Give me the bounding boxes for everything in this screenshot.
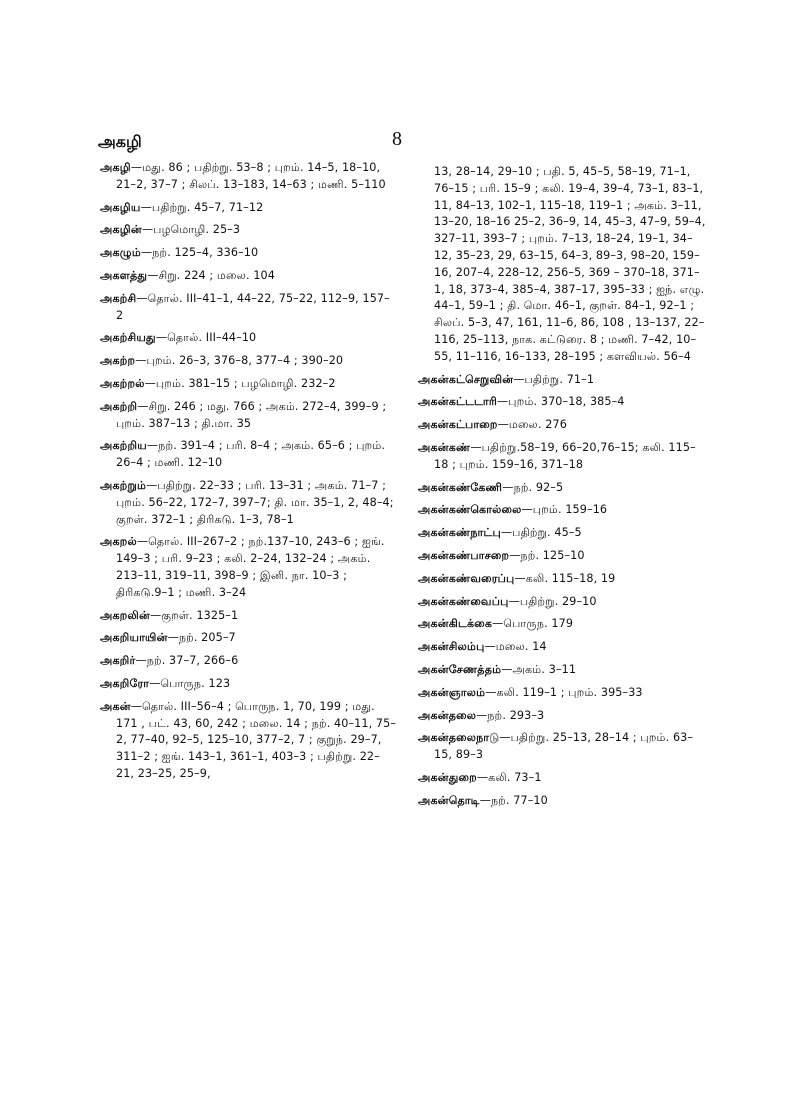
entry-references: —நற். 125–10 bbox=[509, 548, 585, 562]
index-entry bbox=[100, 699, 396, 783]
index-entry bbox=[100, 291, 396, 325]
index-entry bbox=[418, 793, 710, 810]
index-entry bbox=[100, 222, 396, 239]
entry-references: —மது. 86 ; பதிற்று. 53–8 ; புறம். 14–5, 18–10, 21–2, 37–7 ; சிலப். 13–183, 14–63 ; மணி. 5–110 bbox=[116, 161, 386, 191]
entry-headword: அகறலின் bbox=[100, 608, 150, 622]
entry-headword: அகன்கட்டடாரி bbox=[418, 395, 498, 409]
entry-headword: அகற்றும் bbox=[100, 478, 147, 492]
entry-headword: அகன்ஞாலம் bbox=[418, 685, 486, 699]
entry-references: —பதிற்று. 25–13, 28–14 ; புறம். 63–15, 89–3 bbox=[434, 731, 694, 762]
index-entry bbox=[418, 417, 710, 434]
entry-headword: அகன்சேணத்தம் bbox=[418, 662, 502, 676]
entry-references: —மலை. 14 bbox=[484, 640, 547, 654]
entry-headword: அகறிர் bbox=[100, 654, 136, 668]
entry-headword: அகன்கண்நாட்பு bbox=[418, 526, 501, 540]
index-entry bbox=[418, 685, 710, 702]
entry-headword: அகன்துறை bbox=[418, 770, 477, 784]
index-entry bbox=[418, 525, 710, 542]
entry-headword: அகறியாயின் bbox=[100, 631, 168, 645]
entry-headword: அகன்கண்கேணி bbox=[418, 480, 503, 494]
entry-references: —பதிற்று.58–19, 66–20,76–15; கலி. 115–18 ; புறம். 159–16, 371–18 bbox=[434, 440, 696, 471]
entry-references: —தொல். III–56–4 ; பொருந. 1, 70, 199 ; மது. 171 , பட். 43, 60, 242 ; மலை. 14 ; நற். 40–11, 75–2, 77–40, 92–5, 125–10, 377–2, 7 ; குறுந். 29–7, 311–2 ; ஐங். 143–1, 361–1, 403–3 ; பதிற்று. 22–21, 23–25, 25–9, bbox=[116, 699, 397, 780]
index-entry bbox=[100, 653, 396, 670]
index-entry bbox=[100, 534, 396, 601]
entry-headword: அகற்சி bbox=[100, 291, 137, 305]
index-entry bbox=[418, 662, 710, 679]
entry-references: —நற். 293–3 bbox=[476, 708, 545, 722]
entry-references: —சிறு. 246 ; மது. 766 ; அகம். 272–4, 399–9 ; புறம். 387–13 ; தி.மா. 35 bbox=[116, 399, 387, 430]
index-entry bbox=[418, 440, 710, 474]
index-entry bbox=[418, 770, 710, 787]
entry-references: —புறம். 159–16 bbox=[521, 503, 608, 517]
entry-headword: அகன்தலை bbox=[418, 708, 477, 722]
running-header-word: அகழி bbox=[98, 132, 142, 151]
entry-references: —புறம். 381–15 ; பழமொழி. 232–2 bbox=[144, 376, 336, 390]
entry-headword: அகறல் bbox=[100, 535, 137, 549]
entry-references: —கலி. 115–18, 19 bbox=[514, 571, 616, 585]
index-entry bbox=[418, 502, 710, 519]
index-entry bbox=[418, 708, 710, 725]
entry-headword: அகற்றி bbox=[100, 399, 138, 413]
entry-references: —தொல். III–41–1, 44–22, 75–22, 112–9, 157–2 bbox=[116, 291, 390, 322]
index-entry bbox=[100, 376, 396, 393]
entry-references: —நற். 77–10 bbox=[479, 793, 548, 807]
entry-references: —தொல். III–44–10 bbox=[155, 331, 257, 345]
index-entry bbox=[418, 480, 710, 497]
entry-references: —பொருந. 179 bbox=[492, 617, 574, 631]
entry-headword: அகன்கட்செறுவின் bbox=[418, 372, 514, 386]
index-entry bbox=[418, 639, 710, 656]
index-entry bbox=[100, 438, 396, 472]
entry-headword: அகறிரோ bbox=[100, 676, 150, 690]
entry-references: —பதிற்று. 22–33 ; பரி. 13–31 ; அகம். 71–7 ; புறம். 56–22, 172–7, 397–7; தி. மா. 35–1, 2, 48–4; குறள். 372–1 ; திரிகடு. 1–3, 78–1 bbox=[116, 478, 394, 526]
index-entry bbox=[418, 616, 710, 633]
entry-headword: அகன்தலைநாடு bbox=[418, 731, 500, 745]
entry-references: —நற். 37–7, 266–6 bbox=[135, 654, 239, 668]
entry-headword: அகற்சியது bbox=[100, 331, 156, 345]
entry-references: —பொருந. 123 bbox=[149, 676, 231, 690]
entry-headword: அகற்ற bbox=[100, 354, 136, 368]
index-entry bbox=[100, 160, 396, 194]
entry-headword: அகழின் bbox=[100, 223, 142, 237]
entry-references: —கலி. 119–1 ; புறம். 395–33 bbox=[485, 685, 643, 699]
index-entry bbox=[418, 548, 710, 565]
index-entry bbox=[100, 630, 396, 647]
index-entry bbox=[100, 200, 396, 217]
entry-references: —நற். 391–4 ; பரி. 8–4 ; அகம். 65–6 ; புறம். 26–4 ; மணி. 12–10 bbox=[116, 439, 386, 470]
left-column bbox=[100, 160, 396, 789]
entry-headword: அகழி bbox=[100, 161, 131, 174]
entry-headword: அகன்கட்பாறை bbox=[418, 418, 498, 432]
index-entry bbox=[418, 164, 710, 366]
entry-headword: அகன் bbox=[100, 699, 131, 713]
entry-references: —பதிற்று. 45–5 bbox=[500, 526, 582, 540]
entry-references: —பதிற்று. 71–1 bbox=[513, 372, 595, 386]
entry-headword: அகன்கண்வைப்பு bbox=[418, 594, 509, 608]
entry-references: —நற். 205–7 bbox=[167, 631, 236, 645]
index-entry bbox=[418, 571, 710, 588]
index-entry bbox=[100, 478, 396, 528]
index-entry bbox=[418, 730, 710, 764]
entry-references: —சிறு. 224 ; மலை. 104 bbox=[147, 268, 275, 282]
entry-references: —அகம். 3–11 bbox=[501, 662, 577, 676]
entry-references: —கலி. 73–1 bbox=[476, 770, 542, 784]
entry-references: —மலை. 276 bbox=[497, 418, 567, 432]
entry-references: —குறள். 1325–1 bbox=[149, 608, 239, 622]
entry-headword: அகற்றல் bbox=[100, 376, 145, 390]
entry-references: —தொல். III–267–2 ; நற்.137–10, 243–6 ; ஐங். 149–3 ; பரி. 9–23 ; கலி. 2–24, 132–24 ; அகம். 213–11, 319–11, 398–9 ; இனி. நா. 10–3 ; திரிகடு.9–1 ; மணி. 3–24 bbox=[116, 535, 385, 599]
index-entry bbox=[418, 394, 710, 411]
entry-references: —பழமொழி. 25–3 bbox=[141, 223, 241, 237]
right-column bbox=[418, 164, 710, 816]
index-entry bbox=[100, 353, 396, 370]
entry-headword: அகற்றிய bbox=[100, 439, 147, 453]
entry-headword: அகன்தொடி bbox=[418, 793, 480, 807]
index-entry bbox=[100, 608, 396, 625]
entry-headword: அகன்சிலம்பு bbox=[418, 640, 485, 654]
entry-headword: அகன்கண்வரைப்பு bbox=[418, 571, 515, 585]
index-entry bbox=[418, 594, 710, 611]
entry-references: 13, 28–14, 29–10 ; பதி. 5, 45–5, 58–19, 71–1, 76–15 ; பரி. 15–9 ; கலி. 19–4, 39–4, 73–1, 83–1, 11, 84–13, 102–1, 115–18, 119–1 ; அகம். 3–11, 13–20, 18–16 25–2, 36–9, 14, 45–3, 47–9, 59–4, 327–11, 393–7 ; புறம். 7–13, 18–24, 19–1, 34–12, 35–23, 29, 63–15, 64–3, 89–3, 98–20, 159–16, 207–4, 228–12, 256–5, 369 – 370–18, 371–1, 18, 373–4, 385–4, 387–17, 395–33 ; ஐந். எழு. 44–1, 59–1 ; தி. மொ. 46–1, குறள். 84–1, 92–1 ; சிலப். 5–3, 47, 161, 11–6, 86, 108 , 13–137, 22–116, 25–113, நாக. கட்டுரை. 8 ; மணி. 7–42, 10–55, 11–116, 16–133, 28–195 ; களவியல். 56–4 bbox=[434, 165, 706, 363]
entry-references: —நற். 125–4, 336–10 bbox=[140, 246, 259, 260]
entry-references: —புறம். 26–3, 376–8, 377–4 ; 390–20 bbox=[135, 354, 344, 368]
entry-headword: அகன்கண்கொல்லை bbox=[418, 503, 522, 517]
entry-headword: அகளத்து bbox=[100, 268, 148, 282]
entry-references: —நற். 92–5 bbox=[502, 480, 564, 494]
index-entry bbox=[100, 399, 396, 433]
entry-references: —பதிற்று. 29–10 bbox=[508, 594, 597, 608]
index-entry bbox=[100, 676, 396, 693]
index-entry bbox=[100, 330, 396, 347]
entry-headword: அகன்கிடக்கை bbox=[418, 617, 493, 631]
index-entry bbox=[418, 372, 710, 389]
entry-headword: அகன்கண்பாசறை bbox=[418, 548, 510, 562]
page-number: 8 bbox=[392, 128, 402, 150]
entry-headword: அகழிய bbox=[100, 200, 141, 214]
entry-headword: அகன்கண் bbox=[418, 440, 471, 454]
entry-headword: அகழும் bbox=[100, 246, 141, 260]
entry-references: —புறம். 370–18, 385–4 bbox=[497, 395, 625, 409]
entry-references: —பதிற்று. 45–7, 71–12 bbox=[140, 200, 264, 214]
index-entry bbox=[100, 268, 396, 285]
index-entry bbox=[100, 245, 396, 262]
